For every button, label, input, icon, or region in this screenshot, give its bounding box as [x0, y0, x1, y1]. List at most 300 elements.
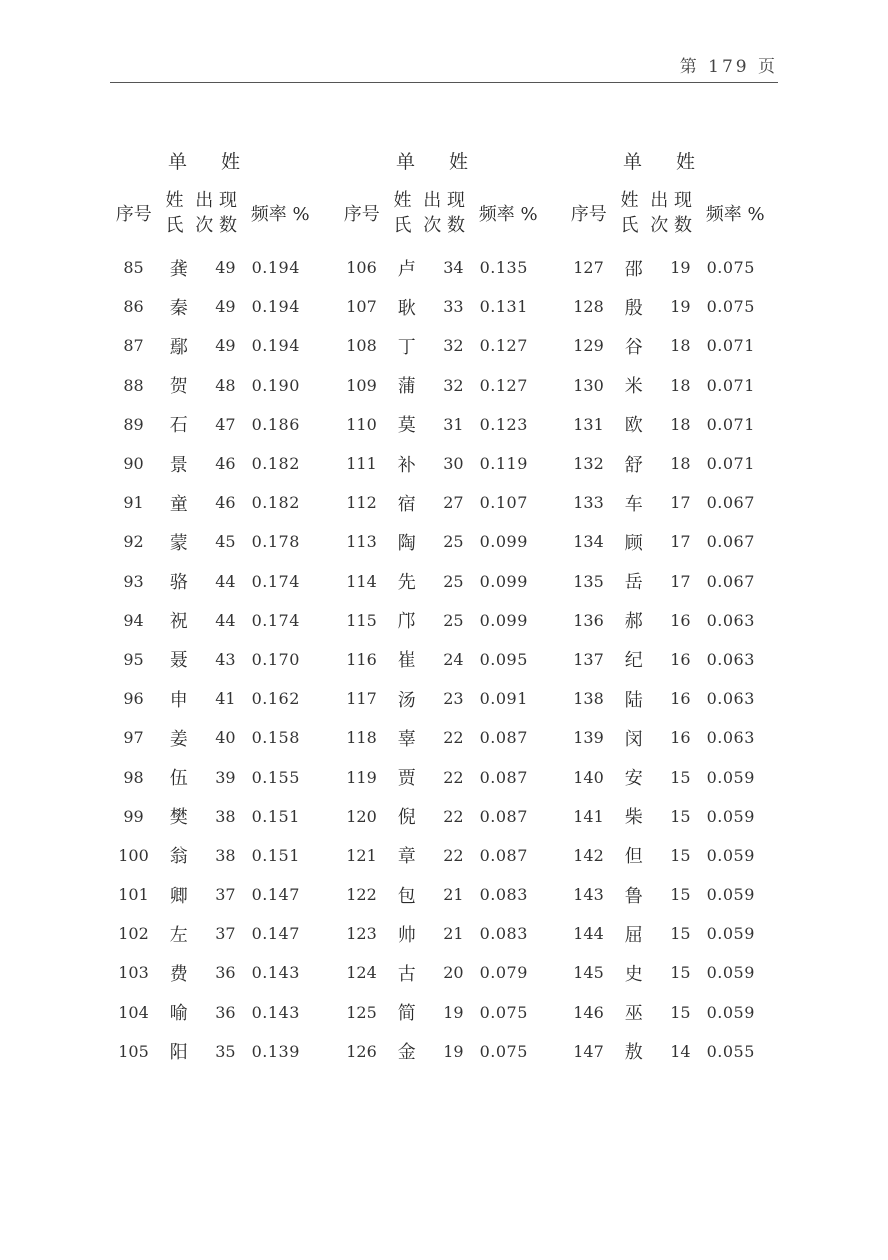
- count-cell: 45: [215, 532, 236, 552]
- table-row: [110, 953, 330, 992]
- count-cell: 22: [443, 806, 464, 826]
- frequency-cell: 0.099: [479, 532, 528, 552]
- table-row: [110, 718, 330, 757]
- count-cell: 19: [443, 1041, 464, 1061]
- table-row: [565, 287, 785, 326]
- surname-cell: 邵: [624, 258, 643, 280]
- frequency-cell: 0.194: [251, 258, 300, 278]
- table-row: [565, 914, 785, 953]
- row-index: 113: [346, 532, 377, 552]
- row-index: 109: [346, 375, 377, 395]
- row-index: 87: [123, 336, 144, 356]
- row-index: 132: [573, 454, 604, 474]
- table-row: [110, 993, 330, 1032]
- frequency-cell: 0.063: [706, 728, 755, 748]
- surname-cell: 邝: [397, 611, 416, 633]
- row-index: 147: [573, 1041, 604, 1061]
- count-cell: 38: [215, 845, 236, 865]
- table-row: [338, 483, 558, 522]
- surname-cell: 陶: [397, 532, 416, 554]
- count-cell: 23: [443, 689, 464, 709]
- count-cell: 17: [670, 571, 691, 591]
- count-cell: 49: [215, 297, 236, 317]
- table-row: [110, 444, 330, 483]
- frequency-cell: 0.059: [706, 924, 755, 944]
- row-index: 140: [573, 767, 604, 787]
- count-cell: 44: [215, 571, 236, 591]
- surname-cell: 鲁: [624, 885, 643, 907]
- row-index: 110: [346, 414, 377, 434]
- table-row: [110, 640, 330, 679]
- surname-cell: 殷: [624, 297, 643, 319]
- table-row: [110, 679, 330, 718]
- table-row: [565, 836, 785, 875]
- frequency-cell: 0.135: [479, 258, 528, 278]
- count-cell: 32: [443, 336, 464, 356]
- surname-cell: 贺: [169, 376, 188, 398]
- table-rows: [565, 248, 785, 1071]
- group-title: 单 姓: [396, 151, 483, 173]
- surname-cell: 石: [169, 415, 188, 437]
- surname-cell: 喻: [169, 1003, 188, 1025]
- count-cell: 22: [443, 845, 464, 865]
- row-index: 131: [573, 414, 604, 434]
- frequency-cell: 0.182: [251, 493, 300, 513]
- table-row: [338, 640, 558, 679]
- column-header: [110, 178, 330, 248]
- surname-cell: 贾: [397, 768, 416, 790]
- surname-cell: 史: [624, 963, 643, 985]
- table-row: [110, 405, 330, 444]
- table-row: [110, 326, 330, 365]
- table-row: [110, 757, 330, 796]
- frequency-cell: 0.147: [251, 924, 300, 944]
- row-index: 128: [573, 297, 604, 317]
- index-header: 序号: [115, 204, 152, 225]
- table-row: [110, 287, 330, 326]
- surname-cell: 简: [397, 1003, 416, 1025]
- table-row: [110, 836, 330, 875]
- frequency-cell: 0.079: [479, 963, 528, 983]
- table-row: [565, 562, 785, 601]
- surname-cell: 包: [397, 885, 416, 907]
- surname-cell: 蒙: [169, 532, 188, 554]
- surname-header-line1: 姓: [165, 190, 184, 211]
- surname-cell: 汤: [397, 689, 416, 711]
- frequency-cell: 0.083: [479, 885, 528, 905]
- row-index: 86: [123, 297, 144, 317]
- surname-cell: 补: [397, 454, 416, 476]
- frequency-cell: 0.123: [479, 414, 528, 434]
- count-header-line2: 次 数: [195, 215, 237, 236]
- surname-cell: 车: [624, 493, 643, 515]
- surname-cell: 陆: [624, 689, 643, 711]
- count-cell: 21: [443, 885, 464, 905]
- frequency-cell: 0.099: [479, 610, 528, 630]
- count-cell: 18: [670, 336, 691, 356]
- table-row: [338, 1032, 558, 1071]
- frequency-cell: 0.091: [479, 689, 528, 709]
- row-index: 142: [573, 845, 604, 865]
- count-cell: 31: [443, 414, 464, 434]
- table-row: [565, 405, 785, 444]
- group-title: 单 姓: [168, 151, 255, 173]
- frequency-cell: 0.127: [479, 375, 528, 395]
- frequency-cell: 0.063: [706, 610, 755, 630]
- count-cell: 17: [670, 493, 691, 513]
- surname-cell: 古: [397, 963, 416, 985]
- row-index: 85: [123, 258, 144, 278]
- frequency-cell: 0.067: [706, 571, 755, 591]
- frequency-cell: 0.147: [251, 885, 300, 905]
- surname-cell: 崔: [397, 650, 416, 672]
- count-cell: 44: [215, 610, 236, 630]
- count-cell: 16: [670, 649, 691, 669]
- surname-cell: 顾: [624, 532, 643, 554]
- column-header: [565, 178, 785, 248]
- count-cell: 17: [670, 532, 691, 552]
- count-cell: 38: [215, 806, 236, 826]
- surname-cell: 舒: [624, 454, 643, 476]
- row-index: 103: [118, 963, 149, 983]
- count-cell: 25: [443, 532, 464, 552]
- table-row: [338, 953, 558, 992]
- surname-cell: 童: [169, 493, 188, 515]
- row-index: 138: [573, 689, 604, 709]
- table-row: [338, 836, 558, 875]
- frequency-cell: 0.174: [251, 571, 300, 591]
- surname-cell: 樊: [169, 807, 188, 829]
- table-row: [338, 326, 558, 365]
- table-row: [110, 366, 330, 405]
- row-index: 146: [573, 1002, 604, 1022]
- count-cell: 16: [670, 689, 691, 709]
- row-index: 107: [346, 297, 377, 317]
- row-index: 120: [346, 806, 377, 826]
- surname-header: [394, 188, 422, 238]
- page-number-label: 第 179 页: [679, 57, 778, 77]
- table-row: [110, 1032, 330, 1071]
- surname-cell: 伍: [169, 768, 188, 790]
- table-row: [338, 366, 558, 405]
- frequency-header: 频率 %: [250, 204, 310, 225]
- table-column-3: [565, 146, 785, 1071]
- frequency-cell: 0.083: [479, 924, 528, 944]
- table-rows: [110, 248, 330, 1071]
- row-index: 143: [573, 885, 604, 905]
- row-index: 119: [346, 767, 377, 787]
- row-index: 136: [573, 610, 604, 630]
- surname-cell: 蒲: [397, 376, 416, 398]
- surname-cell: 欧: [624, 415, 643, 437]
- frequency-cell: 0.190: [251, 375, 300, 395]
- count-cell: 34: [443, 258, 464, 278]
- row-index: 139: [573, 728, 604, 748]
- count-header-line1: 出 现: [650, 190, 692, 211]
- row-index: 134: [573, 532, 604, 552]
- table-row: [565, 1032, 785, 1071]
- frequency-cell: 0.067: [706, 532, 755, 552]
- frequency-cell: 0.119: [479, 454, 528, 474]
- table-row: [338, 679, 558, 718]
- row-index: 97: [123, 728, 144, 748]
- row-index: 135: [573, 571, 604, 591]
- frequency-header: 频率 %: [478, 204, 538, 225]
- surname-cell: 先: [397, 572, 416, 594]
- surname-cell: 丁: [397, 336, 416, 358]
- table-row: [565, 953, 785, 992]
- row-index: 124: [346, 963, 377, 983]
- frequency-cell: 0.127: [479, 336, 528, 356]
- frequency-cell: 0.143: [251, 1002, 300, 1022]
- row-index: 94: [123, 610, 144, 630]
- table-row: [338, 718, 558, 757]
- count-cell: 37: [215, 924, 236, 944]
- surname-cell: 卿: [169, 885, 188, 907]
- count-cell: 49: [215, 336, 236, 356]
- table-row: [338, 601, 558, 640]
- frequency-cell: 0.155: [251, 767, 300, 787]
- table-row: [338, 797, 558, 836]
- row-index: 141: [573, 806, 604, 826]
- table-row: [110, 562, 330, 601]
- count-cell: 27: [443, 493, 464, 513]
- table-row: [565, 483, 785, 522]
- count-header: [421, 188, 471, 238]
- table-row: [338, 444, 558, 483]
- table-row: [110, 797, 330, 836]
- frequency-cell: 0.071: [706, 336, 755, 356]
- table-row: [565, 248, 785, 287]
- surname-cell: 聂: [169, 650, 188, 672]
- surname-cell: 龚: [169, 258, 188, 280]
- frequency-cell: 0.099: [479, 571, 528, 591]
- row-index: 114: [346, 571, 377, 591]
- table-row: [110, 875, 330, 914]
- table-row: [565, 875, 785, 914]
- surname-cell: 翁: [169, 846, 188, 868]
- row-index: 123: [346, 924, 377, 944]
- table-row: [565, 601, 785, 640]
- count-cell: 48: [215, 375, 236, 395]
- surname-header-line2: 氏: [165, 215, 184, 236]
- row-index: 116: [346, 649, 377, 669]
- surname-cell: 鄢: [169, 336, 188, 358]
- row-index: 118: [346, 728, 377, 748]
- table-row: [338, 522, 558, 561]
- count-cell: 35: [215, 1041, 236, 1061]
- table-row: [110, 522, 330, 561]
- surname-cell: 卢: [397, 258, 416, 280]
- count-cell: 18: [670, 454, 691, 474]
- row-index: 115: [346, 610, 377, 630]
- surname-cell: 景: [169, 454, 188, 476]
- row-index: 99: [123, 806, 144, 826]
- row-index: 101: [118, 885, 149, 905]
- frequency-cell: 0.087: [479, 845, 528, 865]
- row-index: 102: [118, 924, 149, 944]
- row-index: 104: [118, 1002, 149, 1022]
- row-index: 93: [123, 571, 144, 591]
- count-cell: 46: [215, 493, 236, 513]
- group-title: 单 姓: [623, 151, 710, 173]
- table-row: [110, 483, 330, 522]
- surname-cell: 安: [624, 768, 643, 790]
- row-index: 105: [118, 1041, 149, 1061]
- count-cell: 46: [215, 454, 236, 474]
- surname-cell: 姜: [169, 728, 188, 750]
- table-row: [565, 757, 785, 796]
- row-index: 89: [123, 414, 144, 434]
- frequency-cell: 0.059: [706, 885, 755, 905]
- surname-cell: 金: [397, 1042, 416, 1064]
- frequency-cell: 0.075: [706, 258, 755, 278]
- count-cell: 21: [443, 924, 464, 944]
- count-cell: 15: [670, 885, 691, 905]
- surname-cell: 左: [169, 924, 188, 946]
- count-header-line2: 次 数: [650, 215, 692, 236]
- surname-cell: 纪: [624, 650, 643, 672]
- surname-cell: 阳: [169, 1042, 188, 1064]
- count-cell: 32: [443, 375, 464, 395]
- frequency-header: 频率 %: [705, 204, 765, 225]
- surname-header-line2: 氏: [393, 215, 412, 236]
- row-index: 98: [123, 767, 144, 787]
- frequency-cell: 0.095: [479, 649, 528, 669]
- count-header-line2: 次 数: [423, 215, 465, 236]
- table-row: [565, 522, 785, 561]
- count-header-line1: 出 现: [195, 190, 237, 211]
- frequency-cell: 0.186: [251, 414, 300, 434]
- frequency-cell: 0.162: [251, 689, 300, 709]
- surname-header-line1: 姓: [620, 190, 639, 211]
- row-index: 117: [346, 689, 377, 709]
- surname-cell: 谷: [624, 336, 643, 358]
- surname-cell: 耿: [397, 297, 416, 319]
- count-cell: 14: [670, 1041, 691, 1061]
- frequency-cell: 0.063: [706, 689, 755, 709]
- count-cell: 22: [443, 728, 464, 748]
- frequency-cell: 0.107: [479, 493, 528, 513]
- surname-cell: 屈: [624, 924, 643, 946]
- header-rule: [110, 82, 778, 83]
- surname-cell: 郝: [624, 611, 643, 633]
- frequency-cell: 0.182: [251, 454, 300, 474]
- row-index: 122: [346, 885, 377, 905]
- count-cell: 16: [670, 728, 691, 748]
- row-index: 145: [573, 963, 604, 983]
- frequency-cell: 0.151: [251, 806, 300, 826]
- count-cell: 25: [443, 571, 464, 591]
- count-cell: 43: [215, 649, 236, 669]
- surname-header-line1: 姓: [393, 190, 412, 211]
- surname-cell: 宿: [397, 493, 416, 515]
- table-row: [338, 914, 558, 953]
- index-header: 序号: [343, 204, 380, 225]
- table-row: [338, 405, 558, 444]
- count-cell: 40: [215, 728, 236, 748]
- row-index: 90: [123, 454, 144, 474]
- frequency-cell: 0.170: [251, 649, 300, 669]
- surname-cell: 申: [169, 689, 188, 711]
- count-header-line1: 出 现: [423, 190, 465, 211]
- surname-cell: 巫: [624, 1003, 643, 1025]
- count-cell: 19: [670, 297, 691, 317]
- table-row: [110, 248, 330, 287]
- count-cell: 19: [670, 258, 691, 278]
- table-row: [338, 562, 558, 601]
- table-row: [565, 444, 785, 483]
- table-row: [565, 993, 785, 1032]
- frequency-cell: 0.059: [706, 963, 755, 983]
- count-cell: 33: [443, 297, 464, 317]
- table-rows: [338, 248, 558, 1071]
- table-row: [565, 640, 785, 679]
- table-row: [565, 366, 785, 405]
- table-row: [338, 287, 558, 326]
- frequency-cell: 0.151: [251, 845, 300, 865]
- count-cell: 20: [443, 963, 464, 983]
- count-cell: 15: [670, 845, 691, 865]
- surname-cell: 秦: [169, 297, 188, 319]
- row-index: 137: [573, 649, 604, 669]
- row-index: 95: [123, 649, 144, 669]
- frequency-cell: 0.158: [251, 728, 300, 748]
- frequency-cell: 0.059: [706, 1002, 755, 1022]
- count-cell: 16: [670, 610, 691, 630]
- frequency-cell: 0.075: [479, 1002, 528, 1022]
- frequency-cell: 0.178: [251, 532, 300, 552]
- surname-header-line2: 氏: [620, 215, 639, 236]
- table-row: [338, 757, 558, 796]
- frequency-cell: 0.087: [479, 728, 528, 748]
- count-cell: 36: [215, 1002, 236, 1022]
- count-header: [648, 188, 698, 238]
- table-column-2: [338, 146, 558, 1071]
- count-cell: 49: [215, 258, 236, 278]
- table-row: [565, 797, 785, 836]
- surname-header: [166, 188, 194, 238]
- count-cell: 37: [215, 885, 236, 905]
- row-index: 96: [123, 689, 144, 709]
- count-cell: 15: [670, 924, 691, 944]
- count-cell: 41: [215, 689, 236, 709]
- frequency-cell: 0.075: [479, 1041, 528, 1061]
- frequency-cell: 0.174: [251, 610, 300, 630]
- frequency-cell: 0.071: [706, 414, 755, 434]
- frequency-cell: 0.071: [706, 375, 755, 395]
- frequency-cell: 0.131: [479, 297, 528, 317]
- table-row: [338, 993, 558, 1032]
- count-cell: 39: [215, 767, 236, 787]
- table-row: [338, 248, 558, 287]
- row-index: 121: [346, 845, 377, 865]
- table-row: [110, 914, 330, 953]
- count-cell: 15: [670, 1002, 691, 1022]
- row-index: 127: [573, 258, 604, 278]
- row-index: 133: [573, 493, 604, 513]
- table-row: [338, 875, 558, 914]
- count-cell: 15: [670, 767, 691, 787]
- count-cell: 47: [215, 414, 236, 434]
- count-cell: 18: [670, 375, 691, 395]
- row-index: 112: [346, 493, 377, 513]
- count-cell: 22: [443, 767, 464, 787]
- count-cell: 24: [443, 649, 464, 669]
- surname-cell: 骆: [169, 572, 188, 594]
- count-cell: 18: [670, 414, 691, 434]
- row-index: 100: [118, 845, 149, 865]
